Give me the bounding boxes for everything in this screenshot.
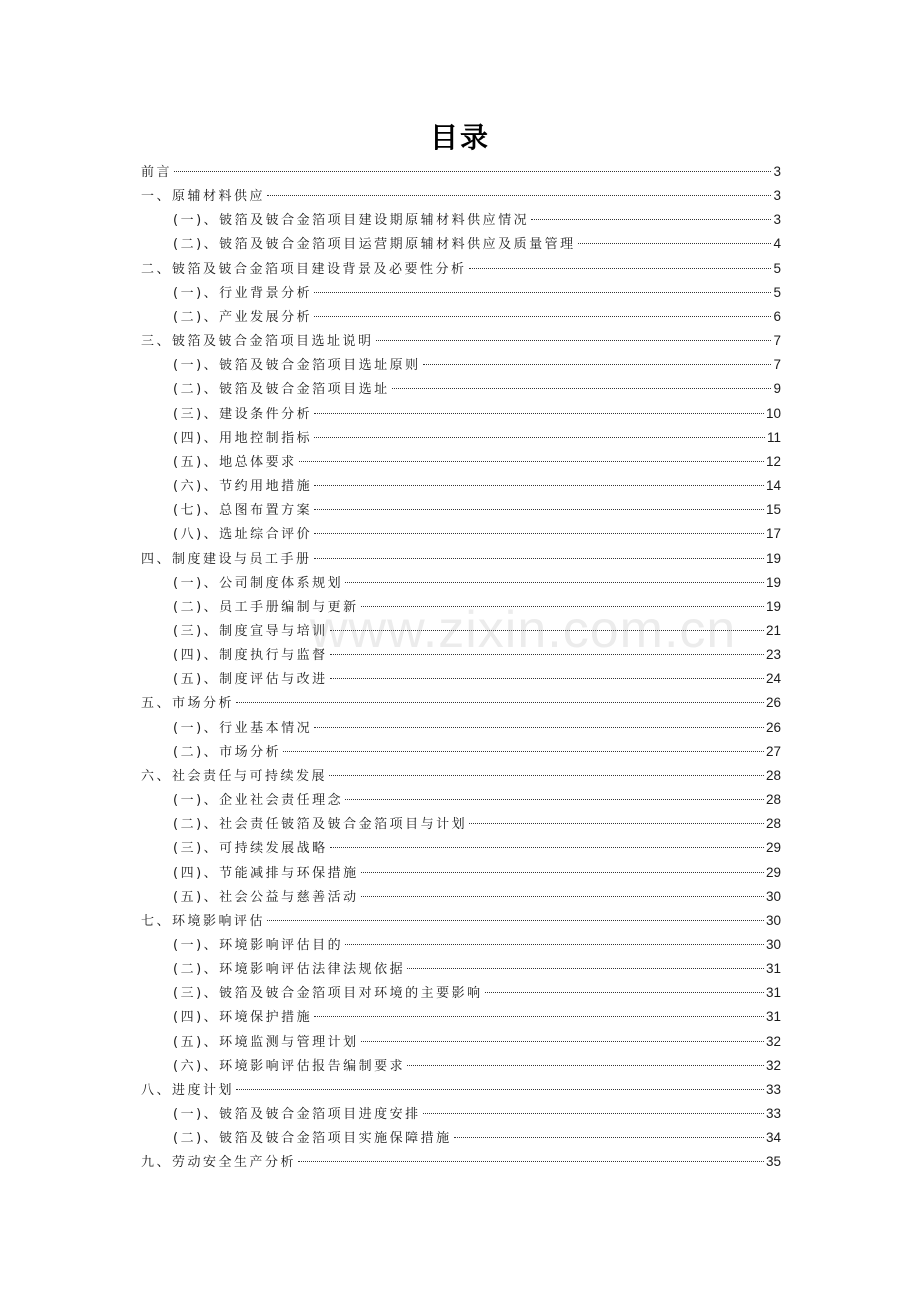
toc-entry-page-number: 33	[765, 1081, 781, 1097]
toc-entry-label: (六)、环境影响评估报告编制要求	[173, 1058, 406, 1074]
dot-leader	[376, 340, 772, 341]
toc-entry[interactable]	[141, 716, 781, 740]
toc-entry[interactable]	[141, 522, 781, 546]
toc-entry-label: (一)、行业基本情况	[173, 720, 313, 736]
toc-entry-page-number: 19	[765, 598, 781, 614]
toc-entry[interactable]	[141, 450, 781, 474]
dot-leader	[361, 872, 764, 873]
dot-leader	[345, 582, 764, 583]
toc-entry-label: 五、市场分析	[141, 696, 235, 712]
toc-entry-label: (三)、可持续发展战略	[173, 841, 328, 857]
dot-leader	[330, 630, 764, 631]
dot-leader	[407, 968, 764, 969]
dot-leader	[174, 171, 771, 172]
toc-entry-page-number: 5	[773, 260, 781, 276]
toc-entry-page-number: 3	[773, 188, 781, 204]
toc-entry[interactable]	[141, 1054, 781, 1078]
toc-entry[interactable]	[141, 836, 781, 860]
toc-entry-page-number: 33	[765, 1106, 781, 1122]
dot-leader	[236, 702, 764, 703]
dot-leader	[314, 292, 771, 293]
dot-leader	[314, 1016, 764, 1017]
dot-leader	[236, 1089, 764, 1090]
toc-entry[interactable]	[141, 885, 781, 909]
toc-entry-label: (八)、选址综合评价	[173, 527, 313, 543]
dot-leader	[578, 243, 772, 244]
dot-leader	[361, 1041, 764, 1042]
toc-entry-page-number: 35	[765, 1154, 781, 1170]
dot-leader	[469, 268, 772, 269]
toc-entry-label: (一)、行业背景分析	[173, 285, 313, 301]
toc-entry-page-number: 31	[765, 961, 781, 977]
toc-entry-label: (二)、产业发展分析	[173, 309, 313, 325]
toc-entry-page-number: 28	[765, 792, 781, 808]
toc-entry-label: (三)、制度宣导与培训	[173, 623, 328, 639]
toc-entry-page-number: 3	[773, 212, 781, 228]
toc-entry[interactable]	[141, 353, 781, 377]
watermark: www.zixin.com.cn	[310, 601, 737, 659]
toc-entry[interactable]	[141, 208, 781, 232]
toc-entry-page-number: 31	[765, 1009, 781, 1025]
toc-entry-page-number: 30	[765, 888, 781, 904]
toc-entry[interactable]	[141, 667, 781, 691]
dot-leader	[283, 751, 764, 752]
toc-entry-label: 三、铍箔及铍合金箔项目选址说明	[141, 334, 374, 350]
toc-entry-label: (四)、制度执行与监督	[173, 648, 328, 664]
toc-entry[interactable]	[141, 788, 781, 812]
toc-entry[interactable]	[141, 981, 781, 1005]
toc-entry[interactable]	[141, 571, 781, 595]
toc-entry-label: (四)、用地控制指标	[173, 430, 313, 446]
toc-entry-page-number: 10	[765, 405, 781, 421]
toc-entry-page-number: 5	[773, 284, 781, 300]
dot-leader	[314, 485, 764, 486]
toc-entry[interactable]	[141, 1150, 781, 1174]
toc-entry-page-number: 28	[765, 767, 781, 783]
toc-entry-label: (一)、铍箔及铍合金箔项目选址原则	[173, 358, 421, 374]
dot-leader	[407, 1065, 764, 1066]
toc-entry-label: 一、原辅材料供应	[141, 189, 266, 205]
toc-entry-page-number: 27	[765, 743, 781, 759]
toc-entry[interactable]	[141, 184, 781, 208]
toc-entry-label: (一)、铍箔及铍合金箔项目进度安排	[173, 1107, 421, 1123]
toc-entry[interactable]	[141, 1102, 781, 1126]
toc-entry[interactable]	[141, 377, 781, 401]
toc-entry[interactable]	[141, 329, 781, 353]
toc-entry[interactable]	[141, 1126, 781, 1150]
dot-leader	[531, 219, 771, 220]
toc-entry-page-number: 26	[765, 695, 781, 711]
dot-leader	[345, 944, 764, 945]
toc-entry-label: (一)、环境影响评估目的	[173, 938, 344, 953]
toc-entry-page-number: 11	[766, 429, 781, 445]
toc-entry-page-number: 19	[765, 574, 781, 590]
toc-entry-page-number: 9	[773, 381, 781, 397]
dot-leader	[454, 1137, 764, 1138]
toc-entry-label: (五)、社会公益与慈善活动	[173, 889, 359, 905]
toc-entry-label: (五)、环境监测与管理计划	[173, 1034, 359, 1050]
toc-entry-page-number: 3	[773, 164, 781, 179]
toc-entry-page-number: 26	[765, 719, 781, 735]
toc-entry-page-number: 6	[773, 308, 781, 324]
toc-entry[interactable]	[141, 595, 781, 619]
toc-entry-label: (三)、建设条件分析	[173, 406, 313, 422]
dot-leader	[314, 437, 765, 438]
dot-leader	[314, 316, 771, 317]
toc-entry-label: (二)、铍箔及铍合金箔项目实施保障措施	[173, 1131, 452, 1147]
page-title: 目录	[429, 121, 490, 154]
toc-entry[interactable]	[141, 1005, 781, 1029]
dot-leader	[423, 364, 772, 365]
toc-entry-label: (五)、制度评估与改进	[173, 672, 328, 688]
toc-entry[interactable]	[141, 957, 781, 981]
dot-leader	[267, 195, 771, 196]
toc-entry-label: (四)、节能减排与环保措施	[173, 865, 359, 881]
toc-entry-label: (一)、公司制度体系规划	[173, 575, 344, 591]
toc-entry[interactable]	[141, 691, 781, 715]
toc-entry[interactable]	[141, 861, 781, 885]
toc-entry-page-number: 7	[773, 357, 781, 373]
toc-entry-page-number: 32	[765, 1033, 781, 1049]
toc-entry-page-number: 19	[765, 550, 781, 566]
toc-entry-label: (二)、市场分析	[173, 744, 282, 760]
toc-entry[interactable]	[141, 160, 781, 184]
toc-entry[interactable]	[141, 474, 781, 498]
dot-leader	[314, 727, 764, 728]
toc-entry[interactable]	[141, 812, 781, 836]
toc-entry[interactable]	[141, 1030, 781, 1054]
dot-leader	[485, 992, 764, 993]
dot-leader	[267, 920, 764, 921]
toc-entry[interactable]	[141, 232, 781, 256]
toc-entry-label: (二)、员工手册编制与更新	[173, 599, 359, 615]
toc-entry[interactable]	[141, 402, 781, 426]
dot-leader	[469, 823, 764, 824]
toc-entry-label: (五)、地总体要求	[173, 454, 297, 470]
toc-entry-page-number: 14	[765, 478, 781, 494]
dot-leader	[314, 558, 764, 559]
dot-leader	[330, 654, 764, 655]
toc-entry-page-number: 12	[765, 453, 781, 469]
dot-leader	[423, 1113, 764, 1114]
toc-entry[interactable]	[141, 305, 781, 329]
toc-entry-label: 九、劳动安全生产分析	[141, 1155, 297, 1171]
toc-entry-label: (一)、企业社会责任理念	[173, 793, 344, 809]
toc-entry-label: (二)、铍箔及铍合金箔项目运营期原辅材料供应及质量管理	[173, 237, 576, 253]
toc-entry-page-number: 31	[765, 985, 781, 1001]
toc-entry[interactable]	[141, 643, 781, 667]
toc-entry-label: (七)、总图布置方案	[173, 503, 313, 519]
dot-leader	[314, 509, 764, 510]
toc-entry-label: 六、社会责任与可持续发展	[141, 768, 328, 784]
toc-entry-label: 七、环境影响评估	[141, 913, 266, 929]
toc-entry-label: (二)、社会责任铍箔及铍合金箔项目与计划	[173, 817, 468, 833]
toc-entry-page-number: 32	[765, 1057, 781, 1073]
dot-leader	[361, 896, 764, 897]
toc-entry-page-number: 34	[765, 1130, 781, 1146]
toc-entry-page-number: 4	[773, 236, 781, 252]
toc-entry[interactable]	[141, 498, 781, 522]
toc-entry-label: (四)、环境保护措施	[173, 1010, 313, 1026]
toc-entry[interactable]	[141, 257, 781, 281]
dot-leader	[392, 388, 772, 389]
toc-entry[interactable]	[141, 764, 781, 788]
toc-entry-page-number: 21	[765, 622, 781, 638]
toc-entry[interactable]	[141, 426, 781, 450]
toc-entry[interactable]	[141, 1078, 781, 1102]
dot-leader	[314, 533, 764, 534]
dot-leader	[314, 413, 764, 414]
toc-entry-label: 四、制度建设与员工手册	[141, 551, 312, 567]
toc-entry[interactable]	[141, 933, 781, 957]
dot-leader	[298, 1161, 764, 1162]
dot-leader	[299, 461, 764, 462]
toc-entry-page-number: 30	[765, 912, 781, 928]
toc-entry-label: (六)、节约用地措施	[173, 479, 313, 495]
dot-leader	[330, 678, 764, 679]
dot-leader	[345, 799, 764, 800]
table-of-contents	[141, 160, 781, 1175]
dot-leader	[361, 606, 764, 607]
toc-entry-page-number: 17	[765, 526, 781, 542]
toc-entry-page-number: 24	[765, 671, 781, 687]
toc-entry-page-number: 29	[765, 864, 781, 880]
toc-entry-label: 八、进度计划	[141, 1082, 235, 1098]
toc-entry-page-number: 28	[765, 816, 781, 832]
toc-entry[interactable]	[141, 909, 781, 933]
toc-entry-page-number: 15	[765, 502, 781, 518]
toc-entry-label: (三)、铍箔及铍合金箔项目对环境的主要影响	[173, 986, 483, 1002]
toc-entry-page-number: 29	[765, 840, 781, 856]
toc-entry-label: (二)、铍箔及铍合金箔项目选址	[173, 382, 390, 398]
toc-entry-page-number: 30	[765, 937, 781, 952]
toc-entry-label: 二、铍箔及铍合金箔项目建设背景及必要性分析	[141, 261, 467, 277]
dot-leader	[330, 847, 764, 848]
toc-entry-label: 前言	[141, 165, 173, 180]
toc-entry[interactable]	[141, 740, 781, 764]
toc-entry[interactable]	[141, 619, 781, 643]
toc-entry[interactable]	[141, 547, 781, 571]
toc-entry-page-number: 23	[765, 647, 781, 663]
toc-entry[interactable]	[141, 281, 781, 305]
toc-entry-label: (一)、铍箔及铍合金箔项目建设期原辅材料供应情况	[173, 213, 530, 229]
dot-leader	[329, 775, 764, 776]
toc-entry-page-number: 7	[773, 333, 781, 349]
toc-entry-label: (二)、环境影响评估法律法规依据	[173, 962, 406, 978]
